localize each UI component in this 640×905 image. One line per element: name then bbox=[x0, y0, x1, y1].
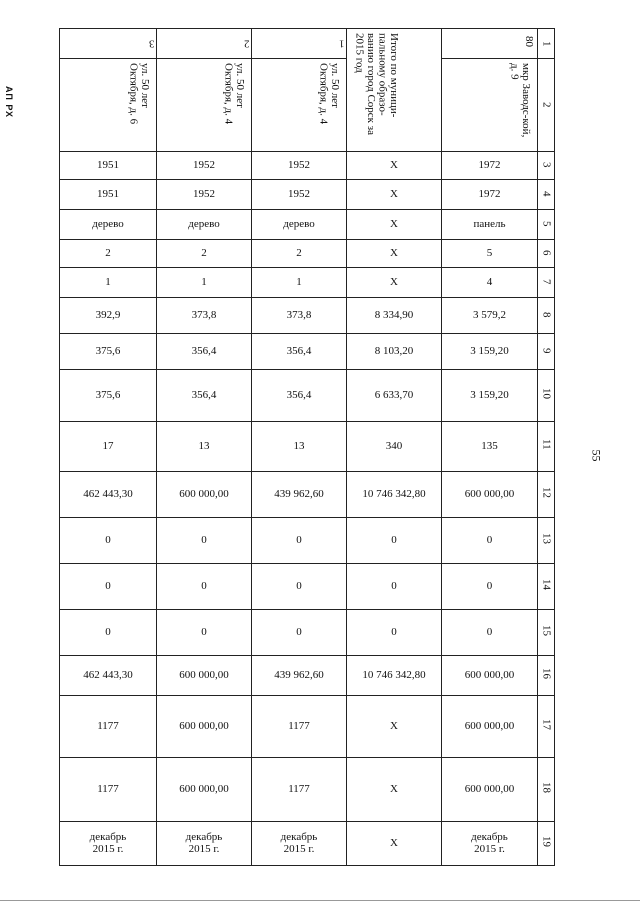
table-cell: 439 962,60 bbox=[252, 471, 347, 517]
header-index-cell: 1 bbox=[252, 29, 347, 59]
table-cell: 375,6 bbox=[60, 333, 157, 369]
row-index-cell bbox=[538, 333, 555, 369]
table-row bbox=[60, 297, 555, 333]
table-cell: 375,6 bbox=[60, 369, 157, 421]
row-index-cell: 2 bbox=[538, 59, 555, 152]
table-cell: 373,8 bbox=[157, 297, 252, 333]
row-index-cell bbox=[538, 297, 555, 333]
row-index-cell bbox=[538, 209, 555, 239]
header-name-cell: ул. 50 лет Октября, д. 4 bbox=[157, 59, 252, 152]
row-index-label: 6 bbox=[540, 250, 553, 256]
table-cell: 0 bbox=[157, 563, 252, 609]
table-cell: 3 159,20 bbox=[442, 333, 538, 369]
table-cell: 356,4 bbox=[157, 369, 252, 421]
table-cell: декабрь 2015 г. bbox=[252, 821, 347, 865]
table-row bbox=[60, 333, 555, 369]
table-cell: 600 000,00 bbox=[442, 757, 538, 821]
row-index-cell bbox=[538, 369, 555, 421]
row-index-cell bbox=[538, 179, 555, 209]
row-index-label: 14 bbox=[540, 578, 553, 590]
header-name-cell: ул. 50 лет Октября, д. 6 bbox=[60, 59, 157, 152]
table-cell: 10 746 342,80 bbox=[347, 471, 442, 517]
table-cell: 0 bbox=[347, 609, 442, 655]
table-row bbox=[60, 421, 555, 471]
row-index-cell bbox=[538, 757, 555, 821]
table-cell: 0 bbox=[157, 517, 252, 563]
table-cell: 1951 bbox=[60, 179, 157, 209]
row-index-label: 10 bbox=[540, 387, 553, 399]
row-index-label: 7 bbox=[540, 279, 553, 285]
row-index-cell bbox=[538, 267, 555, 297]
table-cell: 2 bbox=[157, 239, 252, 267]
table-cell: X bbox=[347, 239, 442, 267]
table-row bbox=[60, 369, 555, 421]
table-cell: декабрь 2015 г. bbox=[442, 821, 538, 865]
table-cell: 10 746 342,80 bbox=[347, 655, 442, 695]
table-cell: 1972 bbox=[442, 179, 538, 209]
table-row bbox=[60, 695, 555, 757]
table-cell: 3 579,2 bbox=[442, 297, 538, 333]
table-row bbox=[60, 821, 555, 865]
table-cell: 1 bbox=[60, 267, 157, 297]
table-cell: 1952 bbox=[157, 179, 252, 209]
table-row bbox=[60, 517, 555, 563]
table-cell: 600 000,00 bbox=[157, 757, 252, 821]
table-cell: 0 bbox=[347, 517, 442, 563]
row-index-label: 4 bbox=[540, 191, 553, 197]
table-row bbox=[60, 757, 555, 821]
table-row bbox=[60, 209, 555, 239]
table-row bbox=[60, 179, 555, 209]
table-cell: декабрь 2015 г. bbox=[157, 821, 252, 865]
table-cell: 0 bbox=[252, 563, 347, 609]
table-cell: 1 bbox=[252, 267, 347, 297]
table-cell: 1177 bbox=[60, 695, 157, 757]
table-cell: 0 bbox=[442, 563, 538, 609]
header-total-cell: Итого по муници-пальному образо-ванию город Сорск за 2015 год bbox=[347, 29, 442, 152]
housing-data-table bbox=[59, 28, 555, 866]
table-cell: панель bbox=[442, 209, 538, 239]
table-cell: 2 bbox=[60, 239, 157, 267]
header-index-cell: 80 bbox=[442, 29, 538, 59]
row-index-label: 16 bbox=[540, 667, 553, 679]
table-cell: 600 000,00 bbox=[442, 695, 538, 757]
header-name-row bbox=[60, 59, 555, 152]
table-cell: 6 633,70 bbox=[347, 369, 442, 421]
table-cell: 4 bbox=[442, 267, 538, 297]
table-cell: 13 bbox=[157, 421, 252, 471]
table-cell: X bbox=[347, 267, 442, 297]
table-cell: 462 443,30 bbox=[60, 655, 157, 695]
table-cell: дерево bbox=[60, 209, 157, 239]
table-cell: 0 bbox=[60, 609, 157, 655]
table-row bbox=[60, 239, 555, 267]
row-index-label: 9 bbox=[540, 348, 553, 354]
row-index-cell: 1 bbox=[538, 29, 555, 59]
row-index-cell bbox=[538, 471, 555, 517]
row-index-cell bbox=[538, 609, 555, 655]
table-cell: 600 000,00 bbox=[157, 471, 252, 517]
page-number: 55 bbox=[589, 449, 604, 462]
table-cell: 356,4 bbox=[252, 333, 347, 369]
header-index-cell: 2 bbox=[157, 29, 252, 59]
table-cell: 1177 bbox=[252, 757, 347, 821]
table-cell: 439 962,60 bbox=[252, 655, 347, 695]
table-cell: декабрь 2015 г. bbox=[60, 821, 157, 865]
row-index-label: 19 bbox=[540, 835, 553, 847]
header-name-cell: ул. 50 лет Октября, д. 4 bbox=[252, 59, 347, 152]
table-cell: 356,4 bbox=[252, 369, 347, 421]
table-cell: 135 bbox=[442, 421, 538, 471]
table-cell: 1952 bbox=[252, 151, 347, 179]
table-cell: 1177 bbox=[252, 695, 347, 757]
table-cell: 0 bbox=[442, 609, 538, 655]
table-cell: 8 334,90 bbox=[347, 297, 442, 333]
table-cell: X bbox=[347, 757, 442, 821]
row-index-cell bbox=[538, 695, 555, 757]
row-index-label: 17 bbox=[540, 718, 553, 730]
table-cell: 392,9 bbox=[60, 297, 157, 333]
table-cell: 2 bbox=[252, 239, 347, 267]
table-cell: 1972 bbox=[442, 151, 538, 179]
row-index-cell bbox=[538, 821, 555, 865]
table-cell: 13 bbox=[252, 421, 347, 471]
table-cell: 600 000,00 bbox=[442, 471, 538, 517]
table-cell: 1177 bbox=[60, 757, 157, 821]
table-cell: 5 bbox=[442, 239, 538, 267]
table-row bbox=[60, 151, 555, 179]
table-cell: X bbox=[347, 821, 442, 865]
table-row bbox=[60, 267, 555, 297]
table-cell: 1 bbox=[157, 267, 252, 297]
table-cell: 1952 bbox=[252, 179, 347, 209]
header-index-row bbox=[60, 29, 555, 59]
table-cell: 600 000,00 bbox=[157, 655, 252, 695]
archive-stamp-label: АП РХ bbox=[4, 86, 14, 119]
table-cell: 0 bbox=[347, 563, 442, 609]
table-cell: 373,8 bbox=[252, 297, 347, 333]
table-cell: X bbox=[347, 209, 442, 239]
table-cell: 0 bbox=[252, 517, 347, 563]
page-bottom-rule bbox=[0, 900, 640, 901]
row-index-cell bbox=[538, 655, 555, 695]
table-cell: 600 000,00 bbox=[442, 655, 538, 695]
table-cell: 0 bbox=[60, 563, 157, 609]
table-cell: 462 443,30 bbox=[60, 471, 157, 517]
row-index-cell bbox=[538, 563, 555, 609]
row-index-label: 11 bbox=[540, 439, 553, 450]
table-row bbox=[60, 609, 555, 655]
row-index-label: 18 bbox=[540, 781, 553, 793]
header-name-cell: мкр Заводс-кой, д. 9 bbox=[442, 59, 538, 152]
row-index-label: 15 bbox=[540, 624, 553, 636]
row-index-label: 3 bbox=[540, 162, 553, 168]
row-index-label: 8 bbox=[540, 312, 553, 318]
table-cell: 17 bbox=[60, 421, 157, 471]
row-index-label: 13 bbox=[540, 532, 553, 544]
table-cell: 0 bbox=[442, 517, 538, 563]
table-cell: 1951 bbox=[60, 151, 157, 179]
table-row bbox=[60, 563, 555, 609]
table-cell: 3 159,20 bbox=[442, 369, 538, 421]
table-cell: 0 bbox=[157, 609, 252, 655]
row-index-cell bbox=[538, 239, 555, 267]
row-index-cell bbox=[538, 517, 555, 563]
table-cell: 0 bbox=[252, 609, 347, 655]
row-index-label: 5 bbox=[540, 221, 553, 227]
table-cell: X bbox=[347, 151, 442, 179]
table-cell: дерево bbox=[157, 209, 252, 239]
header-index-cell: 3 bbox=[60, 29, 157, 59]
table-cell: дерево bbox=[252, 209, 347, 239]
row-index-label: 12 bbox=[540, 486, 553, 498]
table-cell: X bbox=[347, 179, 442, 209]
table-cell: X bbox=[347, 695, 442, 757]
row-index-cell bbox=[538, 151, 555, 179]
table-cell: 356,4 bbox=[157, 333, 252, 369]
table-cell: 0 bbox=[60, 517, 157, 563]
table-cell: 600 000,00 bbox=[157, 695, 252, 757]
table-cell: 340 bbox=[347, 421, 442, 471]
table-row bbox=[60, 471, 555, 517]
table-cell: 1952 bbox=[157, 151, 252, 179]
row-index-cell bbox=[538, 421, 555, 471]
table-cell: 8 103,20 bbox=[347, 333, 442, 369]
table-row bbox=[60, 655, 555, 695]
